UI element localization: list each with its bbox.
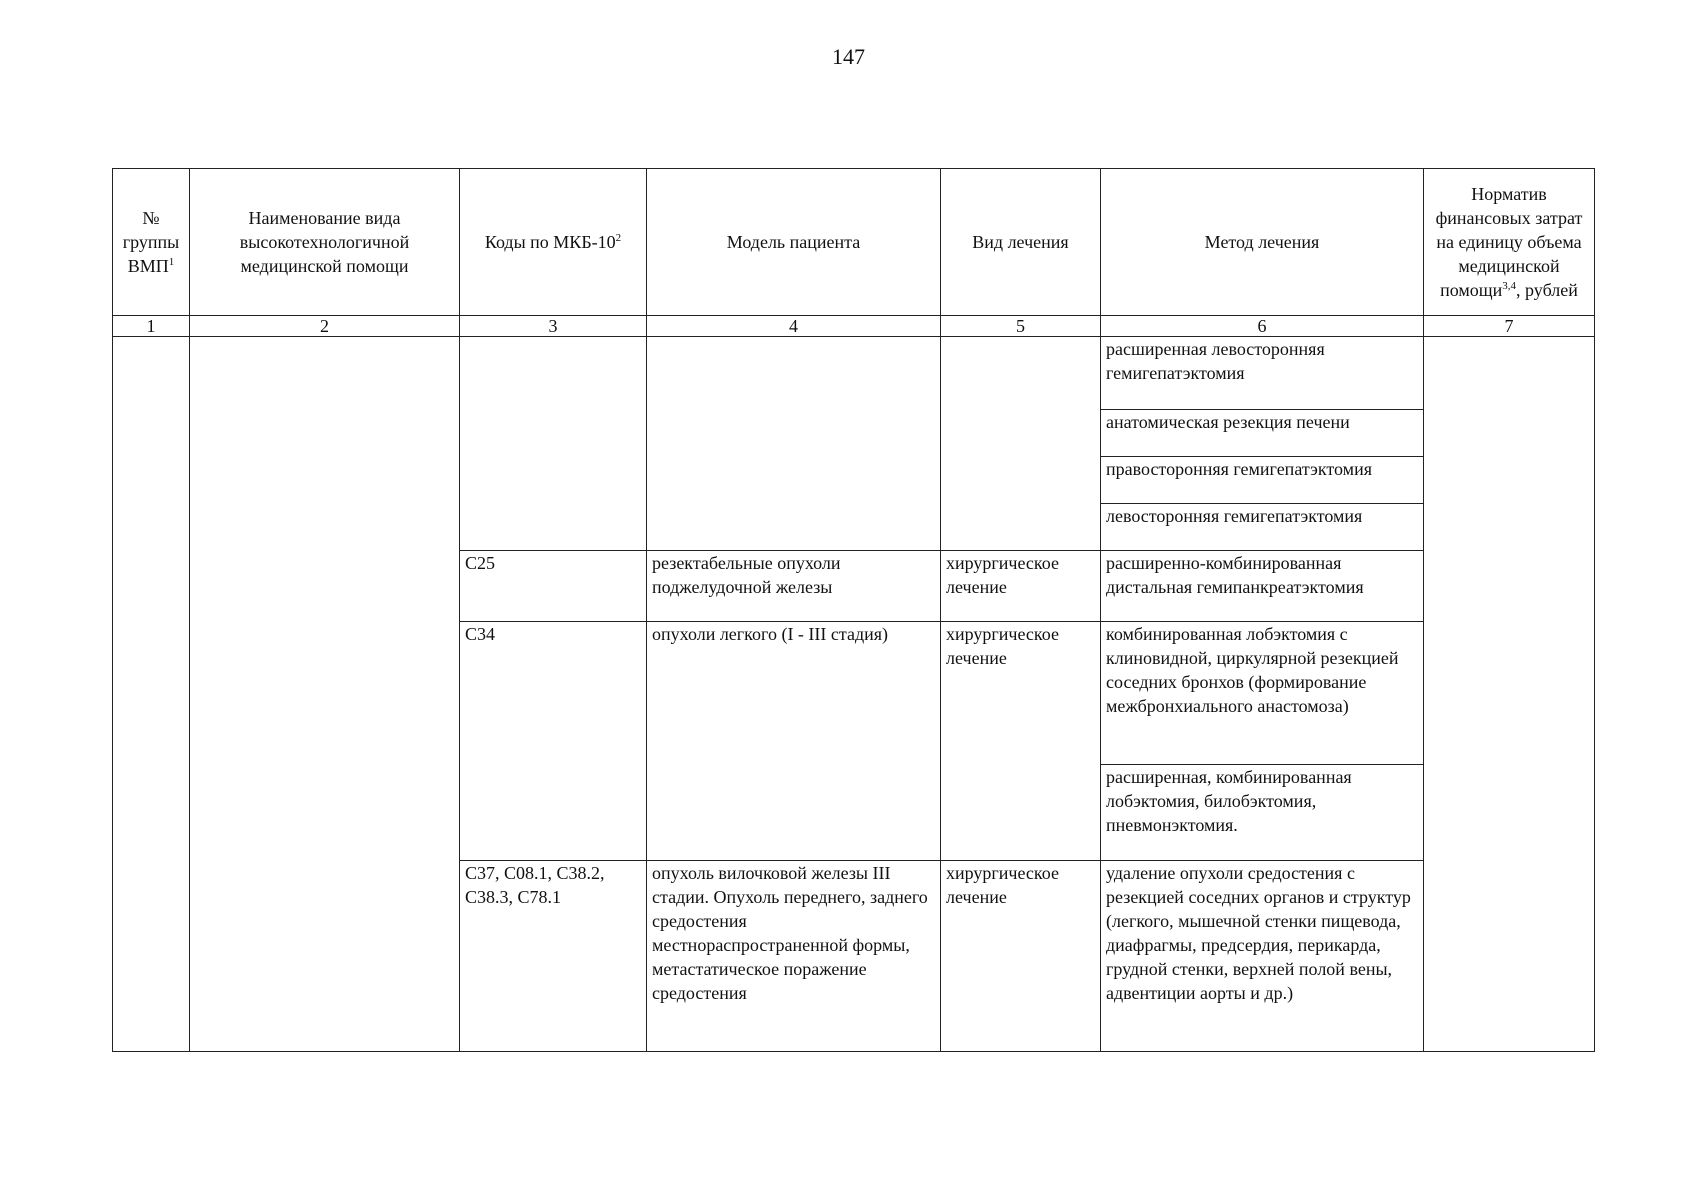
- group-number-cell: [113, 337, 190, 1052]
- model-cell: [647, 337, 941, 551]
- method-cell: правосторонняя гемигепатэктомия: [1101, 457, 1424, 504]
- model-cell: опухоль вилочковой железы III стадии. Опухоль переднего, заднего средостения местнораспространенной формы, метастатическое поражение средостения: [647, 861, 941, 1052]
- header-treatment-method: Метод лечения: [1101, 169, 1424, 316]
- column-number: 2: [190, 316, 460, 337]
- column-number: 7: [1424, 316, 1595, 337]
- treatment-cell: хирургическое лечение: [941, 551, 1101, 622]
- table-header-row: [113, 169, 1595, 316]
- treatment-cell: [941, 337, 1101, 551]
- header-cost-standard: Норматив финансовых затрат на единицу объема медицинской помощи$^{3,4}$, рублей: [1424, 169, 1595, 316]
- header-treatment-type: Вид лечения: [941, 169, 1101, 316]
- method-cell: расширенная левосторонняя гемигепатэктомия: [1101, 337, 1424, 410]
- column-number: 4: [647, 316, 941, 337]
- care-type-cell: [190, 337, 460, 1052]
- treatment-cell: хирургическое лечение: [941, 861, 1101, 1052]
- method-cell: комбинированная лобэктомия с клиновидной, циркулярной резекцией соседних бронхов (формирование межбронхиального анастомоза): [1101, 622, 1424, 765]
- header-care-type: Наименование вида высокотехнологичной медицинской помощи: [190, 169, 460, 316]
- codes-cell: C25: [460, 551, 647, 622]
- codes-cell: [460, 337, 647, 551]
- header-icd-codes: Коды по МКБ-$10^2$: [460, 169, 647, 316]
- method-cell: удаление опухоли средостения с резекцией соседних органов и структур (легкого, мышечной стенки пищевода, диафрагмы, предсердия, перикарда, грудной стенки, верхней полой вены, адвентиции аорты и др.): [1101, 861, 1424, 1052]
- page-number: 147: [832, 44, 865, 69]
- table-row: [113, 337, 1595, 410]
- column-number: 5: [941, 316, 1101, 337]
- treatment-cell: хирургическое лечение: [941, 622, 1101, 861]
- column-number-row: [113, 316, 1595, 337]
- column-number: 6: [1101, 316, 1424, 337]
- method-cell: расширенная, комбинированная лобэктомия, билобэктомия, пневмонэктомия.: [1101, 765, 1424, 861]
- codes-cell: C37, C08.1, C38.2, C38.3, C78.1: [460, 861, 647, 1052]
- cost-cell: [1424, 337, 1595, 1052]
- codes-cell: C34: [460, 622, 647, 861]
- method-cell: расширенно-комбинированная дистальная гемипанкреатэктомия: [1101, 551, 1424, 622]
- model-cell: опухоли легкого (I - III стадия): [647, 622, 941, 861]
- method-cell: анатомическая резекция печени: [1101, 410, 1424, 457]
- column-number: 1: [113, 316, 190, 337]
- model-cell: резектабельные опухоли поджелудочной железы: [647, 551, 941, 622]
- vmp-table: [112, 168, 1595, 1052]
- method-cell: левосторонняя гемигепатэктомия: [1101, 504, 1424, 551]
- header-patient-model: Модель пациента: [647, 169, 941, 316]
- column-number: 3: [460, 316, 647, 337]
- header-group-number: № группы ВМП$^1$: [113, 169, 190, 316]
